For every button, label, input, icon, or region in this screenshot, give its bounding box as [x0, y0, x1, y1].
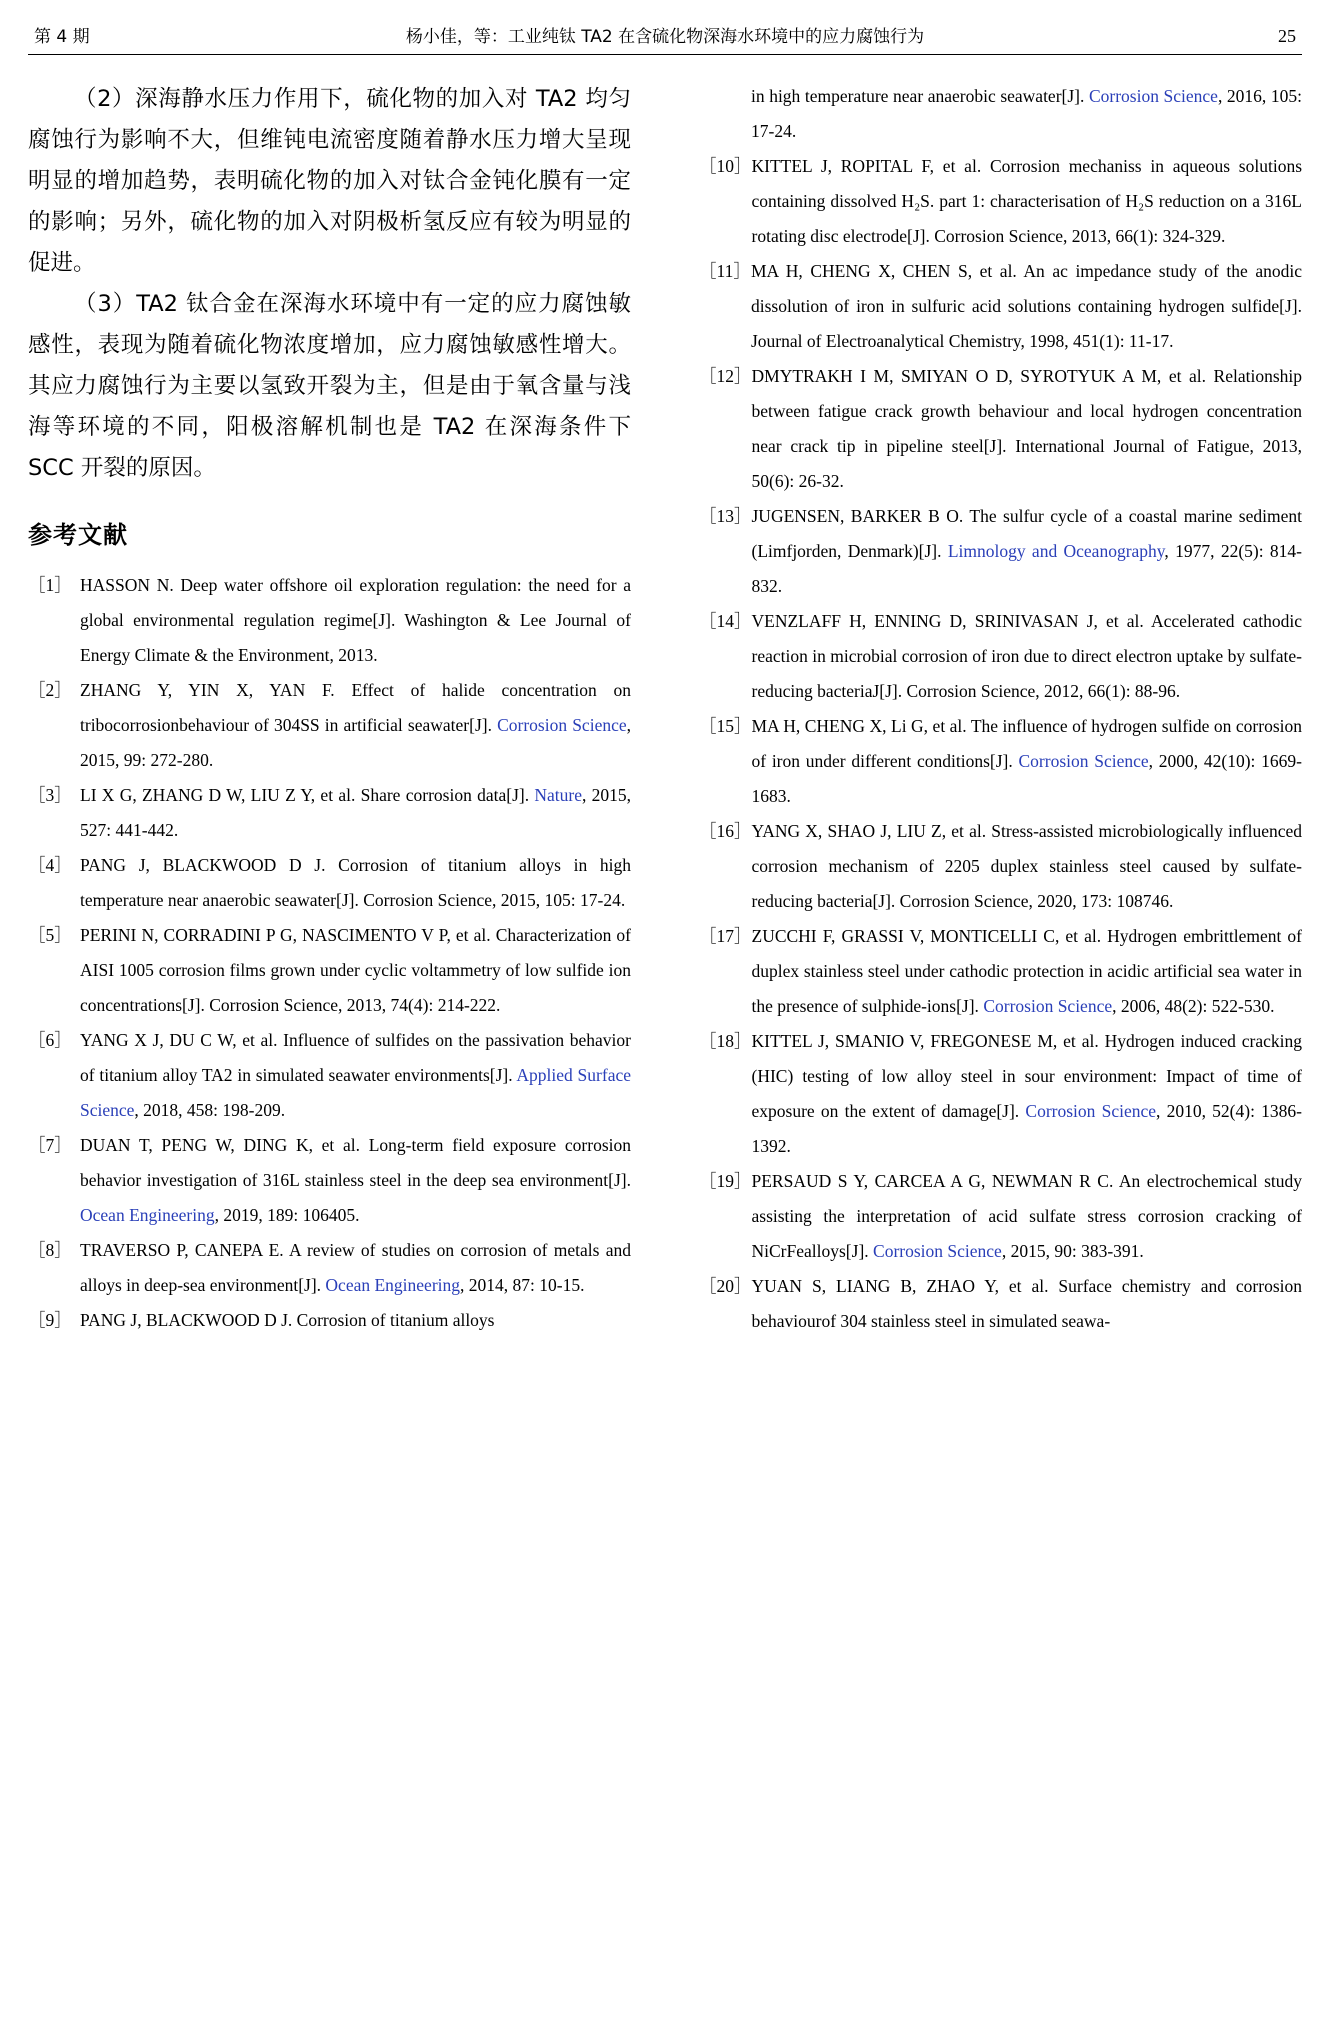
references-heading: 参考文献 — [28, 521, 128, 549]
reference-number: ［16］ — [699, 821, 752, 841]
reference-text-run: , 2015, 99: 272-280. — [80, 715, 631, 770]
journal-link[interactable]: Applied Surface Science — [80, 1065, 631, 1120]
reference-text-run: , 2000, 42(10): 1669-1683. — [751, 751, 1302, 806]
reference-text-run: YUAN S, LIANG B, ZHAO Y, et al. Surface chemistry and corrosion behaviourof 304 stainless steel in simulated seawa- — [751, 1276, 1302, 1331]
reference-number: ［15］ — [699, 716, 752, 736]
reference-entry — [699, 709, 1302, 814]
right-column — [665, 79, 1302, 1999]
reference-text-run: , 1977, 22(5): 814-832. — [751, 541, 1302, 596]
reference-text-run: ZUCCHI F, GRASSI V, MONTICELLI C, et al. Hydrogen embrittlement of duplex stainless steel under cathodic protection in acidic artificial sea water in the presence of sulphide-ions[J]. — [751, 926, 1302, 1016]
reference-entry — [699, 604, 1302, 709]
running-head — [28, 22, 1302, 55]
reference-text-run: YANG X J, DU C W, et al. Influence of sulfides on the passivation behavior of titanium alloy TA2 in simulated seawater environments[J]. — [80, 1030, 631, 1085]
reference-entry — [28, 778, 631, 848]
reference-text-run: , 2019, 189: 106405. — [214, 1205, 360, 1225]
reference-text-run: , 2018, 458: 198-209. — [134, 1100, 286, 1120]
journal-link[interactable]: Corrosion Science — [1088, 86, 1218, 106]
reference-text-run: HASSON N. Deep water offshore oil exploration regulation: the need for a global environmental regulation regime[J]. Washington & Lee Journal of Energy Climate & the Environment, 2013. — [80, 575, 631, 665]
reference-entry — [699, 1024, 1302, 1164]
reference-entry — [28, 1303, 631, 1338]
reference-text — [752, 814, 1303, 919]
reference-text-run: MA H, CHENG X, CHEN S, et al. An ac impedance study of the anodic dissolution of iron in sulfuric acid solutions containing hydrogen sulfide[J]. Journal of Electroanalytical Chemistry, 1998, 451(1): 11-17. — [751, 261, 1302, 351]
conclusion-paragraph-2: （2）深海静水压力作用下，硫化物的加入对 TA2 均匀腐蚀行为影响不大，但维钝电流密度随着静水压力增大呈现明显的增加趋势，表明硫化物的加入对钛合金钝化膜有一定的影响；另外，硫化物的加入对阴极析氢反应有较为明显的促进。 — [28, 86, 631, 276]
journal-link[interactable]: Ocean Engineering — [80, 1205, 215, 1225]
reference-text-run: PERINI N, CORRADINI P G, NASCIMENTO V P, et al. Characterization of AISI 1005 corrosion films grown under cyclic voltammetry of low sulfide ion concentrations[J]. Corrosion Science, 2013, 74(4): 214-222. — [80, 925, 631, 1015]
reference-text-run: ZHANG Y, YIN X, YAN F. Effect of halide concentration on tribocorrosionbehaviour of 304SS in artificial seawater[J]. — [80, 680, 631, 735]
reference-text — [80, 1303, 631, 1338]
reference-text — [80, 1233, 631, 1303]
reference-text-run: DUAN T, PENG W, DING K, et al. Long-term field exposure corrosion behavior investigation of 316L stainless steel in the deep sea environment[J]. — [80, 1135, 631, 1190]
reference-entry — [28, 1023, 631, 1128]
reference-list-right — [699, 79, 1302, 1339]
reference-number: ［14］ — [699, 611, 752, 631]
running-head-title: 杨小佳，等：工业纯钛 TA2 在含硫化物深海水环境中的应力腐蚀行为 — [405, 27, 925, 47]
reference-entry — [699, 149, 1302, 254]
reference-text — [80, 848, 631, 918]
reference-number: ［20］ — [699, 1276, 752, 1296]
reference-number: ［5］ — [28, 925, 72, 945]
reference-number — [699, 79, 751, 149]
journal-link[interactable]: Corrosion Science — [873, 1241, 1002, 1261]
reference-text-run: , 2015, 90: 383-391. — [1001, 1241, 1144, 1261]
reference-number: ［12］ — [699, 366, 752, 386]
reference-text-run: PANG J, BLACKWOOD D J. Corrosion of titanium alloys in high temperature near anaerobic seawater[J]. Corrosion Science, 2015, 105: 17-24. — [80, 855, 631, 910]
reference-text — [80, 568, 631, 673]
reference-text-run: MA H, CHENG X, Li G, et al. The influence of hydrogen sulfide on corrosion of iron under different conditions[J]. — [751, 716, 1302, 771]
reference-number: ［10］ — [699, 156, 752, 176]
reference-text-run: , 2015, 527: 441-442. — [80, 785, 632, 840]
reference-number: ［19］ — [699, 1171, 752, 1191]
journal-link[interactable]: Corrosion Science — [497, 715, 627, 735]
reference-text-run: PERSAUD S Y, CARCEA A G, NEWMAN R C. An electrochemical study assisting the interpretation of acid sulfate stress corrosion cracking of NiCrFealloys[J]. — [751, 1171, 1302, 1261]
reference-text-run: KITTEL J, SMANIO V, FREGONESE M, et al. Hydrogen induced cracking (HIC) testing of low alloy steel in sour environment: Impact of time of exposure on the extent of damage[J]. — [751, 1031, 1302, 1121]
journal-link[interactable]: Nature — [534, 785, 582, 805]
running-head-issue: 第 4 期 — [34, 27, 90, 47]
reference-number: ［18］ — [699, 1031, 752, 1051]
reference-entry — [699, 814, 1302, 919]
reference-text — [752, 604, 1303, 709]
conclusion-paragraph-3: （3）TA2 钛合金在深海水环境中有一定的应力腐蚀敏感性，表现为随着硫化物浓度增加，应力腐蚀敏感性增大。其应力腐蚀行为主要以氢致开裂为主，但是由于氧含量与浅海等环境的不同，阳极溶解机制也是 TA2 在深海条件下 SCC 开裂的原因。 — [28, 291, 631, 481]
reference-text — [752, 919, 1303, 1024]
reference-number: ［6］ — [28, 1030, 72, 1050]
reference-entry — [699, 1164, 1302, 1269]
reference-number: ［8］ — [28, 1240, 72, 1260]
reference-text — [752, 1164, 1303, 1269]
reference-text-run: TRAVERSO P, CANEPA E. A review of studies on corrosion of metals and alloys in deep-sea environment[J]. — [80, 1240, 631, 1295]
reference-text-run: KITTEL J, ROPITAL F, et al. Corrosion mechaniss in aqueous solutions containing dissolved H₂S. part 1: characterisation of H₂S reduction on a 316L rotating disc electrode[J]. Corrosion Science, 2013, 66(1): 324-329. — [751, 156, 1302, 246]
reference-text-run: , 2006, 48(2): 522-530. — [1112, 996, 1275, 1016]
reference-text — [752, 709, 1303, 814]
reference-text — [752, 359, 1303, 499]
reference-number: ［11］ — [699, 261, 751, 281]
reference-entry — [28, 918, 631, 1023]
reference-text-run: PANG J, BLACKWOOD D J. Corrosion of titanium alloys — [80, 1310, 495, 1330]
reference-number: ［2］ — [28, 680, 72, 700]
reference-text-run: in high temperature near anaerobic seawater[J]. — [751, 86, 1089, 106]
journal-link[interactable]: Corrosion Science — [983, 996, 1113, 1016]
reference-text-run: , 2010, 52(4): 1386-1392. — [751, 1101, 1302, 1156]
reference-entry — [699, 254, 1302, 359]
reference-text-run: , 2016, 105: 17-24. — [751, 86, 1302, 141]
reference-text — [752, 1024, 1303, 1164]
reference-number: ［9］ — [28, 1310, 72, 1330]
reference-text-run: , 2014, 87: 10-15. — [460, 1275, 585, 1295]
reference-text-run: YANG X, SHAO J, LIU Z, et al. Stress-assisted microbiologically influenced corrosion mechanism of 2205 duplex stainless steel caused by sulfate-reducing bacteria[J]. Corrosion Science, 2020, 173: 108746. — [751, 821, 1302, 911]
page-number: 25 — [1278, 26, 1296, 46]
reference-text — [751, 254, 1302, 359]
reference-entry — [699, 919, 1302, 1024]
reference-text — [80, 918, 631, 1023]
reference-text-run: LI X G, ZHANG D W, LIU Z Y, et al. Share corrosion data[J]. — [80, 785, 535, 805]
reference-text — [80, 673, 631, 778]
reference-entry — [28, 673, 631, 778]
reference-text-run: DMYTRAKH I M, SMIYAN O D, SYROTYUK A M, et al. Relationship between fatigue crack growth behaviour and local hydrogen concentration near crack tip in pipeline steel[J]. International Journal of Fatigue, 2013, 50(6): 26-32. — [751, 366, 1302, 491]
reference-number: ［7］ — [28, 1135, 72, 1155]
reference-entry — [28, 1128, 631, 1233]
reference-text — [751, 79, 1302, 149]
journal-link[interactable]: Corrosion Science — [1025, 1101, 1157, 1121]
reference-entry — [28, 1233, 631, 1303]
journal-link[interactable]: Ocean Engineering — [325, 1275, 461, 1295]
journal-link[interactable]: Corrosion Science — [1018, 751, 1149, 771]
reference-list-left — [28, 568, 631, 1338]
reference-number: ［1］ — [28, 575, 72, 595]
reference-number: ［13］ — [699, 506, 752, 526]
reference-text — [752, 1269, 1303, 1339]
reference-text — [752, 499, 1303, 604]
reference-entry — [699, 79, 1302, 149]
reference-entry — [699, 359, 1302, 499]
reference-entry — [28, 848, 631, 918]
reference-number: ［4］ — [28, 855, 72, 875]
reference-text — [752, 149, 1303, 254]
reference-number: ［17］ — [699, 926, 752, 946]
reference-text — [80, 1128, 631, 1233]
reference-text-run: VENZLAFF H, ENNING D, SRINIVASAN J, et al. Accelerated cathodic reaction in microbial corrosion of iron due to direct electron uptake by sulfate-reducing bacteriaJ[J]. Corrosion Science, 2012, 66(1): 88-96. — [751, 611, 1302, 701]
reference-text — [80, 778, 631, 848]
reference-entry — [699, 1269, 1302, 1339]
reference-number: ［3］ — [28, 785, 72, 805]
body-columns — [28, 79, 1302, 1999]
reference-text — [80, 1023, 631, 1128]
left-column — [28, 79, 665, 1999]
reference-entry — [699, 499, 1302, 604]
reference-entry — [28, 568, 631, 673]
reference-text-run: JUGENSEN, BARKER B O. The sulfur cycle of a coastal marine sediment (Limfjorden, Denmark)[J]. — [751, 506, 1302, 561]
journal-link[interactable]: Limnology and Oceanography — [947, 541, 1165, 561]
